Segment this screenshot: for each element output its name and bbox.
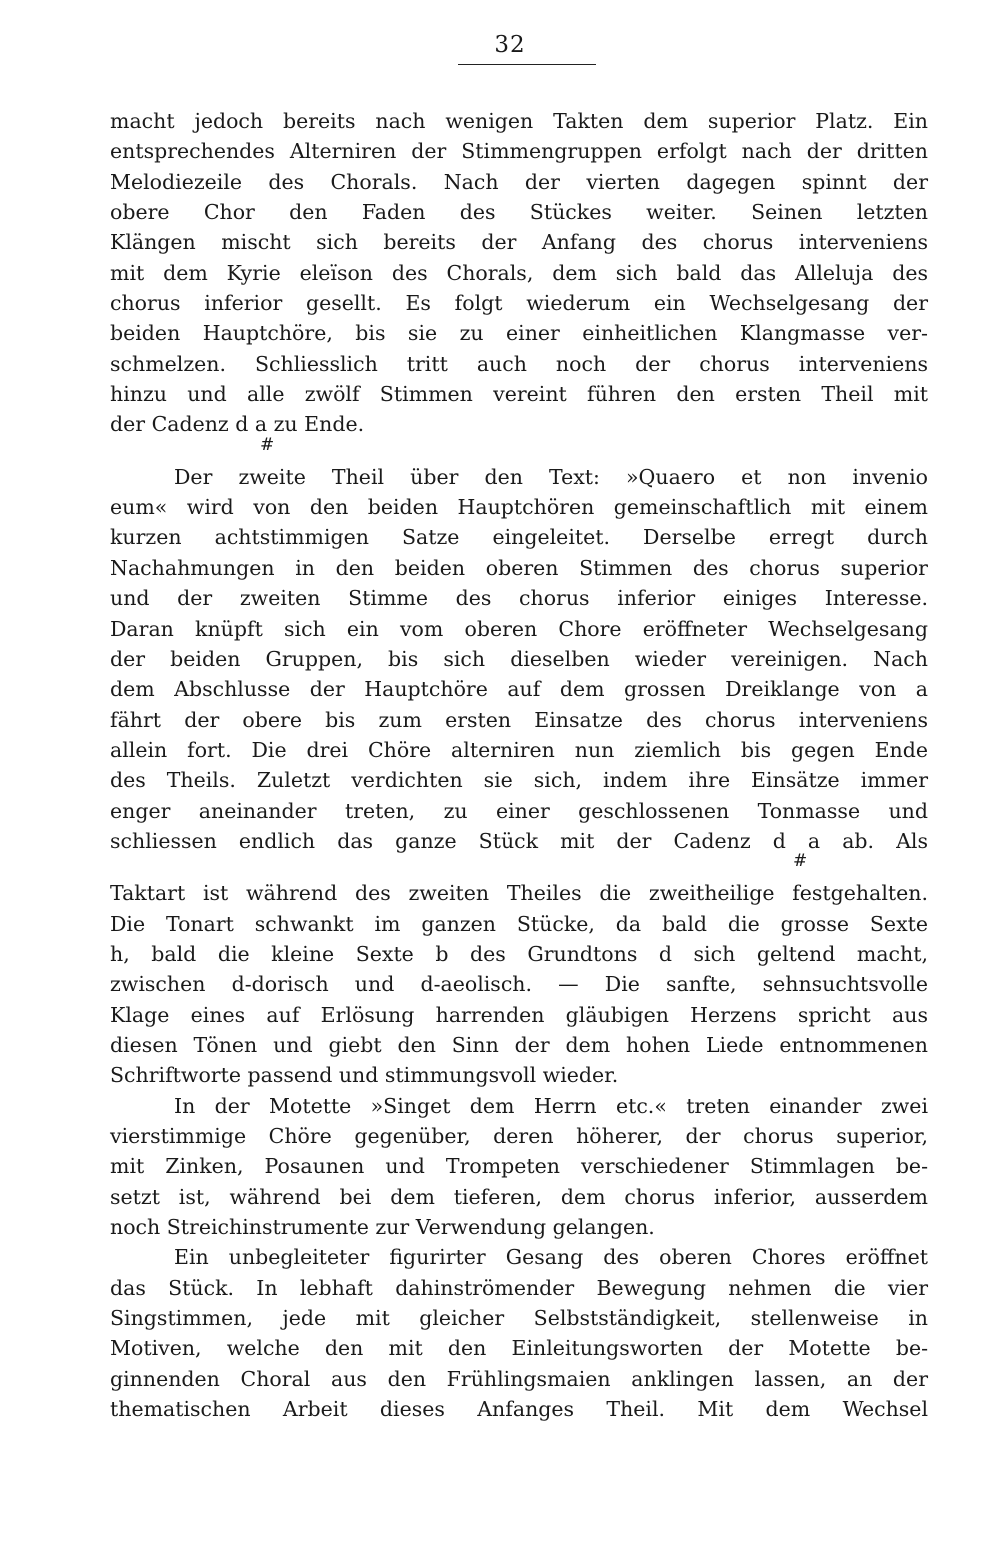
text-line: h, bald die kleine Sexte b des Grundtons d sich geltend macht, [110,941,928,966]
text-line: schliessen endlich das ganze Stück mit der Cadenz d a ab. Als [110,828,928,853]
text-line: entsprechendes Alterniren der Stimmengruppen erfolgt nach der dritten [110,139,928,164]
text-line: des Theils. Zuletzt verdichten sie sich, indem ihre Einsätze immer [110,768,928,793]
text-line: eum« wird von den beiden Hauptchören gemeinschaftlich mit einem [110,495,928,520]
header-rule [458,64,596,65]
text-line: setzt ist, während bei dem tieferen, dem chorus inferior, ausserdem [110,1184,928,1209]
text-line: Ein unbegleiteter figurirter Gesang des oberen Chores eröffnet [174,1245,928,1270]
text-line: Der zweite Theil über den Text: »Quaero et non invenio [174,464,928,489]
body-text [110,106,928,1424]
text-line: In der Motette »Singet dem Herrn etc.« treten einander zwei [174,1093,928,1118]
text-line: und der zweiten Stimme des chorus inferior einiges Interesse. [110,586,928,611]
text-line: der beiden Gruppen, bis sich dieselben wieder vereinigen. Nach [110,646,928,671]
text-line: Die Tonart schwankt im ganzen Stücke, da bald die grosse Sexte [110,911,928,936]
sharp-marker-line [110,434,928,462]
text-line: ginnenden Choral aus den Frühlingsmaien anklingen lassen, an der [110,1366,928,1391]
text-line: dem Abschlusse der Hauptchöre auf dem grossen Dreiklange von a [110,677,928,702]
text-line: der Cadenz d a zu Ende. [110,412,365,437]
text-line: obere Chor den Faden des Stückes weiter. Seinen letzten [110,200,928,225]
text-line: vierstimmige Chöre gegenüber, deren höherer, der chorus superior, [110,1124,928,1148]
text-line: Taktart ist während des zweiten Theiles die zweitheilige festgehalten. [110,881,928,906]
text-line: mit dem Kyrie eleïson des Chorals, dem sich bald das Alleluja des [110,260,928,285]
text-line: schmelzen. Schliesslich tritt auch noch der chorus interveniens [110,351,928,376]
text-line: macht jedoch bereits nach wenigen Takten dem superior Platz. Ein [110,109,928,133]
sharp-marker-line [110,851,928,878]
text-line: Klage eines auf Erlösung harrenden gläubigen Herzens spricht aus [110,1002,928,1027]
text-line: Klängen mischt sich bereits der Anfang des chorus interveniens [110,230,928,255]
text-line: thematischen Arbeit dieses Anfanges Theil. Mit dem Wechsel [110,1397,928,1422]
text-line: kurzen achtstimmigen Satze eingeleitet. Derselbe erregt durch [110,525,928,550]
text-line: chorus inferior gesellt. Es folgt wiederum ein Wechselgesang der [110,291,928,316]
text-line: Nachahmungen in den beiden oberen Stimmen des chorus superior [110,555,928,580]
text-line: allein fort. Die drei Chöre alterniren nun ziemlich bis gegen Ende [110,737,928,762]
text-line: Melodiezeile des Chorals. Nach der vierten dagegen spinnt der [110,169,928,194]
text-line: Singstimmen, jede mit gleicher Selbstständigkeit, stellenweise in [110,1306,928,1331]
text-line: das Stück. In lebhaft dahinströmender Bewegung nehmen die vier [110,1275,928,1300]
text-line: noch Streichinstrumente zur Verwendung gelangen. [110,1215,655,1240]
text-line: fährt der obere bis zum ersten Einsatze des chorus interveniens [110,707,928,732]
text-line: zwischen d-dorisch und d-aeolisch. — Die sanfte, sehnsuchtsvolle [110,972,928,997]
text-line: Daran knüpft sich ein vom oberen Chore eröffneter Wechselgesang [110,616,928,641]
sharp-sign: # [260,434,275,455]
text-line: mit Zinken, Posaunen und Trompeten verschiedener Stimmlagen be- [110,1154,928,1179]
text-line: enger aneinander treten, zu einer geschlossenen Tonmasse und [110,798,928,823]
text-line: Motiven, welche den mit den Einleitungsworten der Motette be- [110,1336,928,1361]
text-line: beiden Hauptchöre, bis sie zu einer einheitlichen Klangmasse ver- [110,321,928,346]
page-number: 32 [494,32,526,58]
sharp-sign: # [793,851,808,872]
text-line: hinzu und alle zwölf Stimmen vereint führen den ersten Theil mit [110,382,928,407]
text-line: Schriftworte passend und stimmungsvoll wieder. [110,1063,619,1088]
text-line: diesen Tönen und giebt den Sinn der dem hohen Liede entnommenen [110,1032,928,1057]
